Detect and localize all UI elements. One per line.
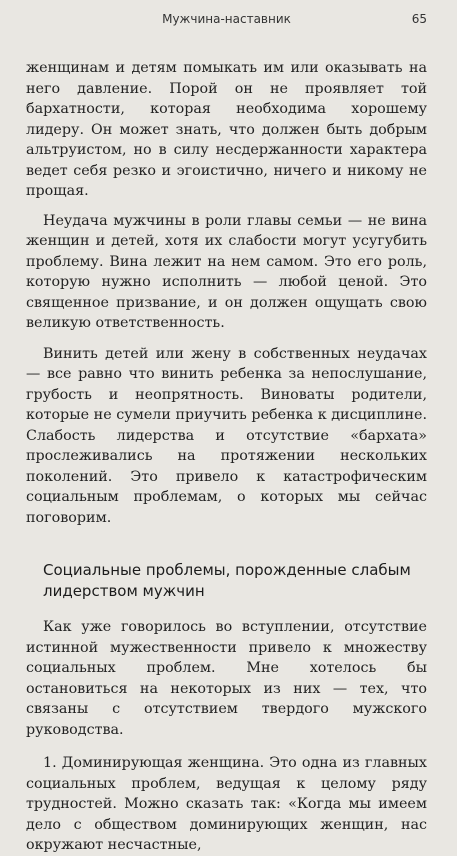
paragraph: женщинам и детям помыкать им или оказывать на него давление. Порой он не проявляет той бархатности, которая необходима хорошему лидеру. Он может знать, что должен быть добрым альтруистом, но в силу несдержанности характера ведет себя резко и эгоистично, ничего и никому не прощая. xyxy=(26,60,427,199)
page-body xyxy=(26,58,427,856)
list-item: 1. Доминирующая женщина. Это одна из главных социальных проблем, ведущая к целому ряду трудностей. Можно сказать так: «Когда мы имеем дело с обществом доминирующих женщин, нас окружают несчастные, xyxy=(26,755,427,853)
paragraph: Неудача мужчины в роли главы семьи — не вина женщин и детей, хотя их слабости могут усугубить проблему. Вина лежит на нем самом. Это его роль, которую нужно исполнить — любой ценой. Это священное призвание, и он должен ощущать свою великую ответственность. xyxy=(26,212,427,331)
paragraph: Винить детей или жену в собственных неудачах — все равно что винить ребенка за непослушание, грубость и неопрятность. Виноваты родители, которые не сумели приучить ребенка к дисциплине. Слабость лидерства и отсутствие «бархата» прослеживались на протяжении нескольких поколений. Это привело к катастрофическим социальным проблемам, о которых мы сейчас поговорим. xyxy=(26,345,427,526)
running-title: Мужчина-наставник xyxy=(162,12,291,26)
page-number: 65 xyxy=(411,12,427,26)
section-heading: Социальные проблемы, порожденные слабым лидерством мужчин xyxy=(43,561,411,600)
page-header xyxy=(26,12,427,32)
paragraph: Как уже говорилось во вступлении, отсутствие истинной мужественности привело к множеству социальных проблем. Мне хотелось бы остановиться на некоторых из них — тех, что связаны с отсутствием твердого мужского руководства. xyxy=(26,619,427,738)
